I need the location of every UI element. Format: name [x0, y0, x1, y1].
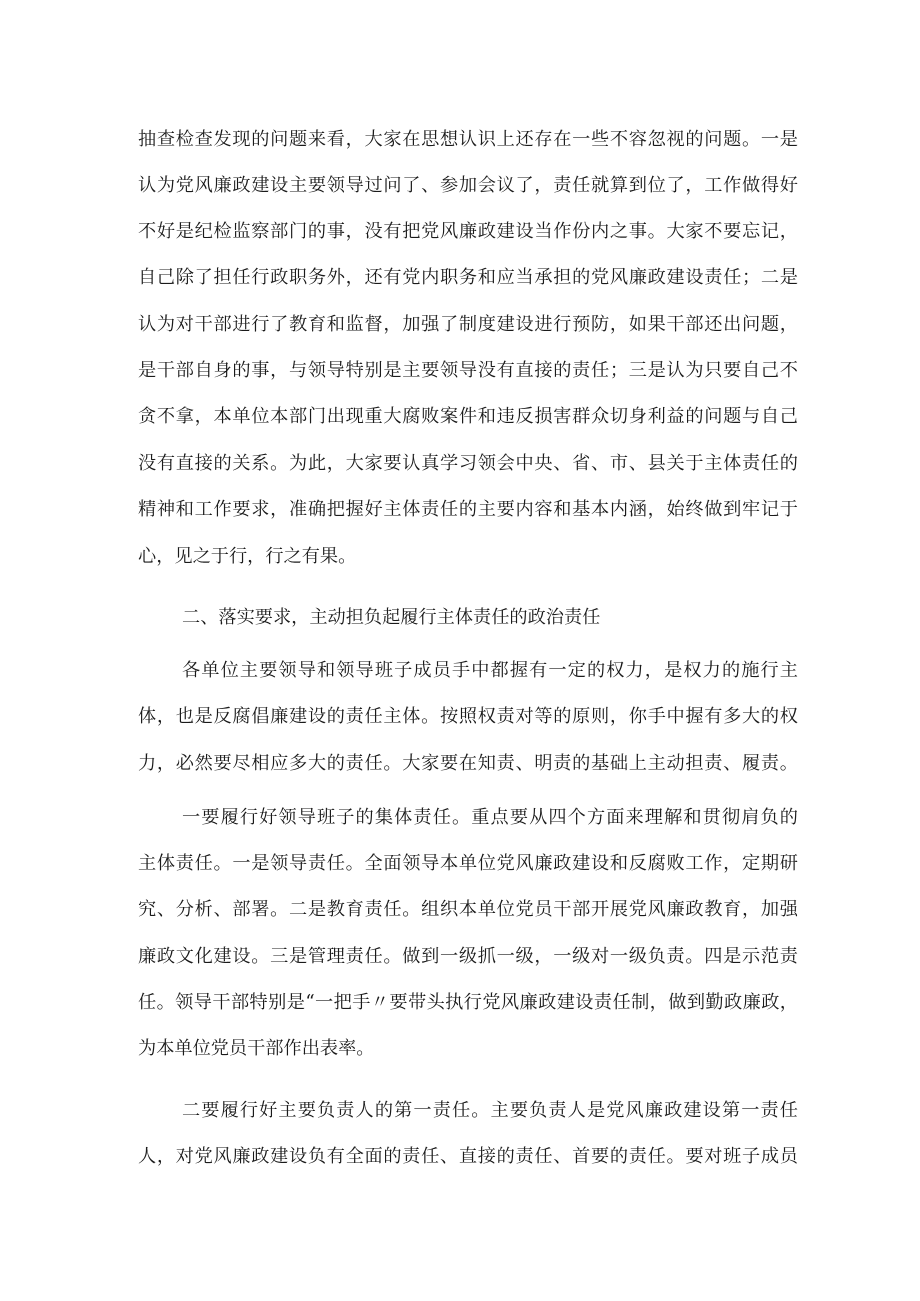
- text-line: 是干部自身的事，与领导特别是主要领导没有直接的责任；三是认为只要自己不: [138, 360, 798, 381]
- text-line: 体，也是反腐倡廉建设的责任主体。按照权责对等的原则，你手中握有多大的权: [138, 706, 798, 727]
- text-line: 人，对党风廉政建设负有全面的责任、直接的责任、首要的责任。要对班子成员: [138, 1146, 798, 1167]
- text-line: 贪不拿，本单位本部门出现重大腐败案件和违反损害群众切身利益的问题与自己: [138, 406, 798, 427]
- text-line: 主体责任。一是领导责任。全面领导本单位党风廉政建设和反腐败工作，定期研: [138, 853, 798, 874]
- text-line: 一要履行好领导班子的集体责任。重点要从四个方面来理解和贯彻肩负的: [182, 807, 798, 828]
- text-line: 廉政文化建设。三是管理责任。做到一级抓一级，一级对一级负责。四是示范责: [138, 946, 798, 967]
- section-heading: 二、落实要求，主动担负起履行主体责任的政治责任: [182, 607, 601, 628]
- text-line: 自己除了担任行政职务外，还有党内职务和应当承担的党风廉政建设责任；二是: [138, 267, 798, 288]
- text-line: 任。领导干部特别是“一把手〃要带头执行党风廉政建设责任制，做到勤政廉政，: [138, 992, 798, 1013]
- text-line: 认为党风廉政建设主要领导过问了、参加会议了，责任就算到位了，工作做得好: [138, 175, 798, 196]
- text-line: 为本单位党员干部作出表率。: [138, 1038, 375, 1059]
- text-line: 究、分析、部署。二是教育责任。组织本单位党员干部开展党风廉政教育，加强: [138, 899, 798, 920]
- text-line: 心，见之于行，行之有果。: [138, 546, 357, 567]
- text-line: 二要履行好主要负责人的第一责任。主要负责人是党风廉政建设第一责任: [182, 1100, 798, 1121]
- text-line: 精神和工作要求，准确把握好主体责任的主要内容和基本内涵，始终做到牢记于: [138, 499, 798, 520]
- text-line: 抽查检查发现的问题来看，大家在思想认识上还存在一些不容忽视的问题。一是: [138, 129, 798, 150]
- text-line: 认为对干部进行了教育和监督，加强了制度建设进行预防，如果干部还出问题，: [138, 314, 798, 335]
- text-line: 各单位主要领导和领导班子成员手中都握有一定的权力，是权力的施行主: [182, 660, 798, 681]
- text-line: 没有直接的关系。为此，大家要认真学习领会中央、省、市、县关于主体责任的: [138, 453, 798, 474]
- text-line: 力，必然要尽相应多大的责任。大家要在知责、明责的基础上主动担责、履责。: [138, 753, 798, 774]
- text-line: 不好是纪检监察部门的事，没有把党风廉政建设当作份内之事。大家不要忘记，: [138, 221, 798, 242]
